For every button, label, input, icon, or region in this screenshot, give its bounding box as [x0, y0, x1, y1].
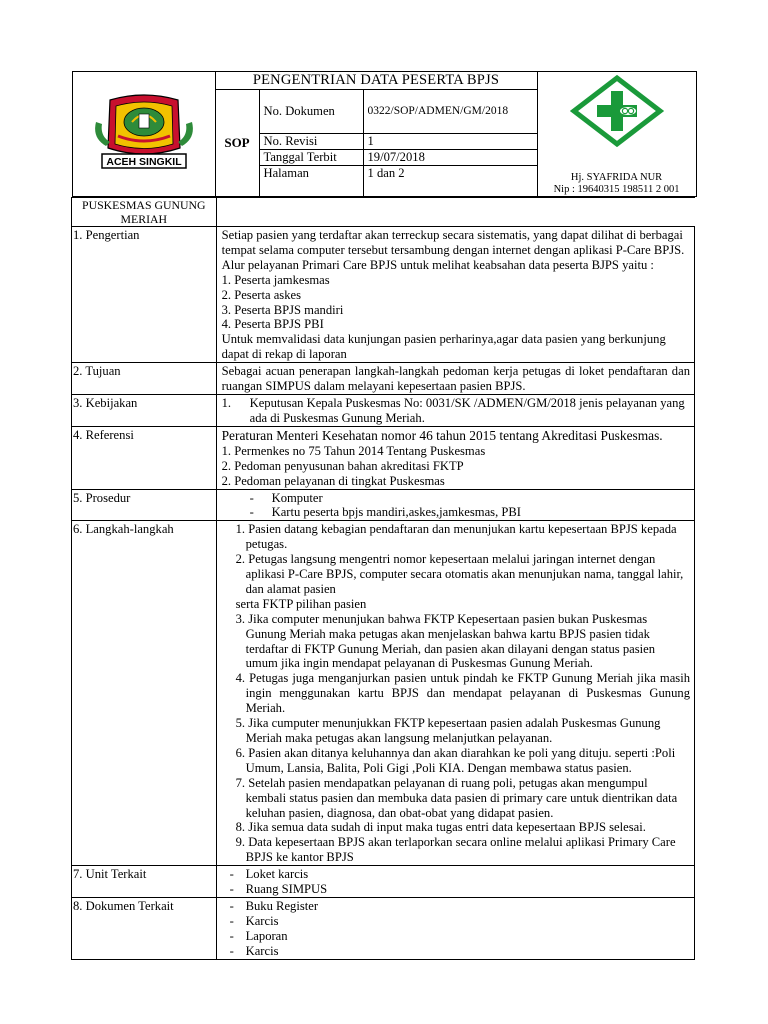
pengertian-outro: Untuk memvalidasi data kunjungan pasien perharinya,agar data pasien yang berkunjung dapat di rekap di laporan [221, 332, 666, 362]
pengertian-item: 4. Peserta BPJS PBI [221, 317, 324, 332]
langkah-item: 3. Jika computer menunjukan bahwa FKTP Kepesertaan pasien bukan Puskesmas Gunung Meriah maka petugas akan menjelaskan bahwa kartu BPJS pasien tidak terdaftar di FKTP Gunung Meriah, dan pasien akan dilayani dengan status pasien umum jika ingin mendapat pelayanan di Puskesmas Gunung Meriah. [235, 611, 656, 671]
referensi-intro: Peraturan Menteri Kesehatan nomor 46 tahun 2015 tentang Akreditasi Puskesmas. [221, 427, 663, 443]
org-name: PUSKESMAS GUNUNG MERIAH [72, 198, 217, 227]
section-body-unit [216, 866, 694, 898]
section-label-kebijakan: 3. Kebijakan [72, 394, 217, 426]
document-title: PENGENTRIAN DATA PESERTA BPJS [215, 72, 537, 90]
signature-block [537, 72, 696, 197]
section-body-kebijakan [216, 394, 694, 426]
header-table [72, 71, 697, 197]
puskesmas-logo [538, 72, 696, 150]
pengertian-item: 2. Peserta askes [221, 287, 301, 302]
section-body-langkah [216, 521, 694, 866]
field-label-no-dokumen: No. Dokumen [259, 90, 363, 134]
unit-item: - Ruang SIMPUS [229, 882, 328, 897]
dokumen-item: - Laporan [229, 928, 288, 943]
section-label-referensi: 4. Referensi [72, 426, 217, 489]
logo-caption: ACEH SINGKIL [105, 156, 182, 169]
section-label-dokumen: 8. Dokumen Terkait [72, 897, 217, 959]
langkah-item: 1. Pasien datang kebagian pendaftaran dan menunjukan kartu kepesertaan BPJS kepada petugas. [235, 522, 677, 552]
langkah-item: 5. Jika cumputer menunjukkan FKTP kepesertaan pasien adalah Puskesmas Gunung Meriah maka petugas akan langsung melanjutkan pelayanan. [235, 716, 661, 745]
dokumen-item: - Karcis [229, 913, 279, 928]
aceh-singkil-emblem [72, 72, 215, 197]
field-value-no-revisi: 1 [363, 134, 537, 150]
pengertian-intro: Setiap pasien yang terdaftar akan terreckup secara sistematis, yang dapat dilihat di berbagai tempat selama computer tersebut tersambung dengan internet dengan aplikasi P-Care BPJS. Alur pelayanan Primari Care BPJS untuk melihat keabsahan data peserta BJPS yaitu : [221, 228, 685, 272]
langkah-item: 7. Setelah pasien mendapatkan pelayanan di ruang poli, petugas akan mengumpul kembali status pasien dan membuka data pasien di primary care untuk dientrikan data keluhan pasien, diagnosa, dan obat-obat yang didapat pasien. [235, 775, 678, 820]
section-body-pengertian [216, 227, 694, 363]
langkah-item: 6. Pasien akan ditanya keluhannya dan akan diarahkan ke poli yang dituju. seperti :Poli Umum, Lansia, Balita, Poli Gigi ,Poli KIA. Dengan membawa status pasien. [235, 745, 676, 775]
prosedur-item: - Komputer [249, 490, 323, 505]
section-label-prosedur: 5. Prosedur [72, 489, 217, 521]
kebijakan-text: Keputusan Kepala Puskesmas No: 0031/SK /ADMEN/GM/2018 jenis pelayanan yang ada di Puskesmas Gunung Meriah. [249, 395, 685, 425]
field-label-halaman: Halaman [259, 166, 363, 197]
section-body-dokumen [216, 897, 694, 959]
section-label-pengertian: 1. Pengertian [72, 227, 217, 363]
field-label-no-revisi: No. Revisi [259, 134, 363, 150]
field-value-tanggal-terbit: 19/07/2018 [363, 150, 537, 166]
sop-label: SOP [215, 90, 259, 197]
section-label-tujuan: 2. Tujuan [72, 363, 217, 395]
section-label-langkah: 6. Langkah-langkah [72, 521, 217, 866]
section-body-prosedur [216, 489, 694, 521]
section-label-unit: 7. Unit Terkait [72, 866, 217, 898]
pengertian-item: 3. Peserta BPJS mandiri [221, 302, 344, 317]
puskesmas-cross-icon [570, 75, 664, 147]
section-body-referensi [216, 426, 694, 489]
langkah-item: 4. Petugas juga menganjurkan pasien untuk pindah ke FKTP Gunung Meriah jika masih ingin menggunakan kartu BPJS dan mendapat pelayanan di Puskesmas Gunung Meriah. [235, 671, 690, 716]
referensi-item: 1. Permenkes no 75 Tahun 2014 Tentang Puskesmas [221, 443, 486, 458]
dokumen-item: - Karcis [229, 943, 279, 958]
field-value-no-dokumen: 0322/SOP/ADMEN/GM/2018 [363, 90, 537, 134]
langkah-item: 9. Data kepesertaan BPJS akan terlaporkan secara online melalui aplikasi Primary Care BPJS ke kantor BPJS [235, 835, 676, 865]
field-label-tanggal-terbit: Tanggal Terbit [259, 150, 363, 166]
signer-name: Hj. SYAFRIDA NUR [570, 172, 663, 183]
sop-document [71, 71, 695, 958]
referensi-item: 2. Pedoman pelayanan di tingkat Puskesmas [221, 473, 445, 488]
unit-item: - Loket karcis [229, 867, 309, 882]
langkah-item-continued: serta FKTP pilihan pasien [235, 596, 367, 611]
aceh-singkil-logo [88, 92, 200, 172]
langkah-item: 8. Jika semua data sudah di input maka tugas entri data kepesertaan BPJS selesai. [235, 820, 646, 835]
pengertian-item: 1. Peserta jamkesmas [221, 272, 330, 287]
referensi-item: 2. Pedoman penyusunan bahan akreditasi FKTP [221, 458, 464, 473]
langkah-item: 2. Petugas langsung mengentri nomor kepesertaan melalui jaringan internet dengan aplikasi P-Care BPJS, computer secara otomatis akan menunjukan nama, tanggal lahir, dan alamat pasien [235, 552, 684, 596]
field-value-halaman: 1 dan 2 [363, 166, 537, 197]
prosedur-item: - Kartu peserta bpjs mandiri,askes,jamkesmas, PBI [249, 505, 521, 520]
sop-table [71, 71, 695, 960]
kebijakan-number: 1. [221, 395, 232, 410]
signer-nip: Nip : 19640315 198511 2 001 [553, 184, 680, 195]
dokumen-item: - Buku Register [229, 898, 319, 913]
section-body-tujuan: Sebagai acuan penerapan langkah-langkah pedoman kerja petugas di loket pendaftaran dan ruangan SIMPUS dalam melayani kepesertaan pasien BPJS. [216, 363, 694, 395]
